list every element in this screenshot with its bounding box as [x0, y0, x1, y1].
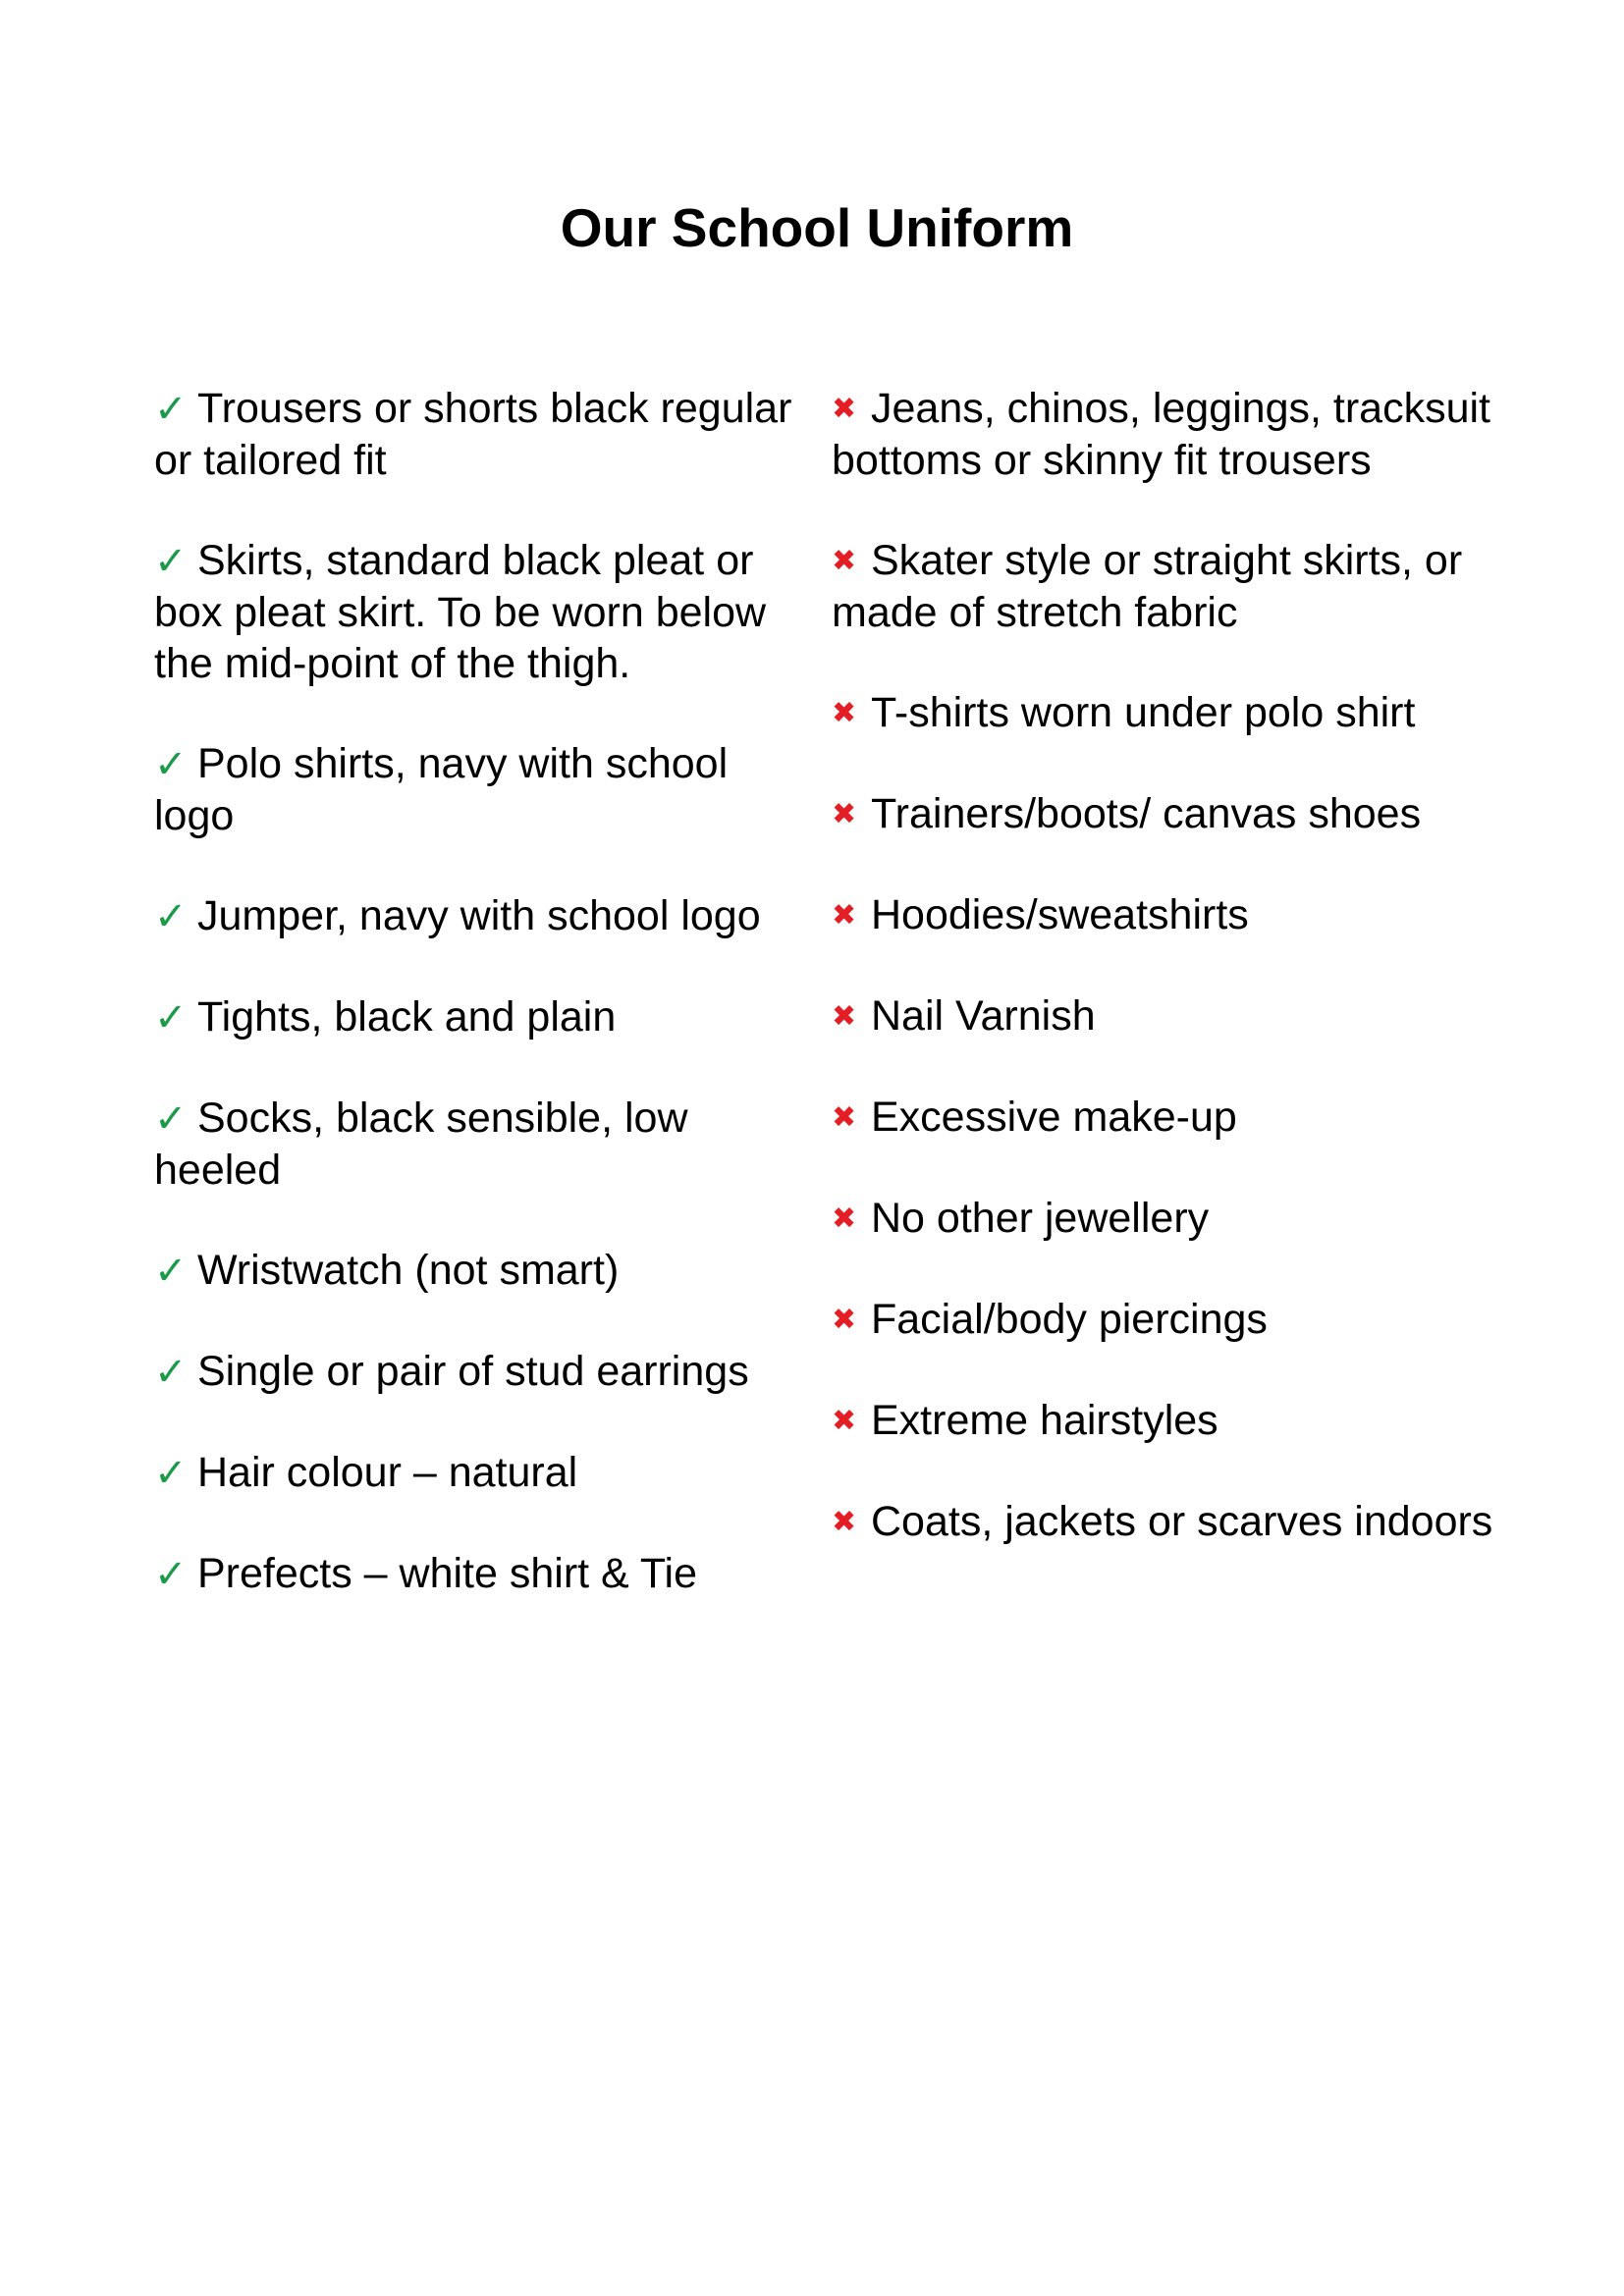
not-allowed-item-text: Facial/body piercings — [871, 1296, 1268, 1343]
cross-icon: ✖ — [832, 1506, 857, 1538]
not-allowed-item-text: Extreme hairstyles — [871, 1397, 1218, 1444]
cross-icon: ✖ — [832, 545, 857, 577]
not-allowed-item — [832, 990, 1539, 1042]
allowed-item — [154, 991, 802, 1043]
cross-icon: ✖ — [832, 798, 857, 830]
cross-icon: ✖ — [832, 697, 857, 729]
not-allowed-item — [832, 1193, 1539, 1245]
check-icon: ✓ — [154, 1452, 188, 1495]
not-allowed-list — [832, 383, 1539, 1597]
not-allowed-item — [832, 1496, 1539, 1548]
cross-icon: ✖ — [832, 1405, 857, 1437]
allowed-item-text: Socks, black sensible, low heeled — [154, 1095, 688, 1194]
allowed-item-text: Wristwatch (not smart) — [197, 1247, 620, 1294]
cross-icon: ✖ — [832, 899, 857, 932]
cross-icon: ✖ — [832, 1304, 857, 1336]
not-allowed-item — [832, 1092, 1539, 1144]
not-allowed-item — [832, 535, 1539, 638]
allowed-item — [154, 535, 802, 689]
not-allowed-item-text: Excessive make-up — [871, 1094, 1237, 1141]
not-allowed-item-text: Trainers/boots/ canvas shoes — [871, 790, 1422, 837]
check-icon: ✓ — [154, 895, 188, 938]
allowed-item-text: Trousers or shorts black regular or tailored fit — [154, 385, 792, 484]
check-icon: ✓ — [154, 743, 188, 786]
cross-icon: ✖ — [832, 1101, 857, 1134]
not-allowed-item — [832, 1395, 1539, 1447]
allowed-item-text: Tights, black and plain — [197, 993, 617, 1041]
cross-icon: ✖ — [832, 1202, 857, 1235]
allowed-item-text: Single or pair of stud earrings — [197, 1348, 749, 1395]
check-icon: ✓ — [154, 1351, 188, 1394]
allowed-item-text: Polo shirts, navy with school logo — [154, 740, 729, 839]
not-allowed-item — [832, 1294, 1539, 1346]
allowed-item-text: Hair colour – natural — [197, 1449, 578, 1496]
cross-icon: ✖ — [832, 393, 857, 425]
allowed-item — [154, 1447, 802, 1499]
allowed-item — [154, 1245, 802, 1297]
not-allowed-item-text: No other jewellery — [871, 1195, 1210, 1242]
not-allowed-item-text: Coats, jackets or scarves indoors — [871, 1498, 1493, 1545]
not-allowed-item — [832, 687, 1539, 739]
allowed-item — [154, 738, 802, 841]
cross-icon: ✖ — [832, 1000, 857, 1033]
allowed-item-text: Prefects – white shirt & Tie — [197, 1550, 698, 1597]
check-icon: ✓ — [154, 1250, 188, 1293]
not-allowed-item-text: Hoodies/sweatshirts — [871, 891, 1249, 938]
page-title: Our School Uniform — [560, 197, 1074, 258]
allowed-item — [154, 890, 802, 942]
not-allowed-item-text: Skater style or straight skirts, or made of stretch fabric — [832, 537, 1463, 636]
check-icon: ✓ — [154, 996, 188, 1040]
not-allowed-item-text: T-shirts worn under polo shirt — [871, 689, 1416, 736]
allowed-item-text: Jumper, navy with school logo — [197, 892, 761, 939]
allowed-item — [154, 1093, 802, 1196]
check-icon: ✓ — [154, 388, 188, 431]
allowed-list — [154, 383, 802, 1649]
allowed-item — [154, 383, 802, 486]
allowed-item — [154, 1346, 802, 1398]
check-icon: ✓ — [154, 1553, 188, 1596]
not-allowed-item — [832, 788, 1539, 840]
not-allowed-item-text: Nail Varnish — [871, 992, 1096, 1040]
not-allowed-item — [832, 889, 1539, 941]
not-allowed-item-text: Jeans, chinos, leggings, tracksuit bottoms or skinny fit trousers — [832, 385, 1490, 484]
check-icon: ✓ — [154, 1097, 188, 1141]
not-allowed-item — [832, 383, 1539, 486]
allowed-item-text: Skirts, standard black pleat or box pleat skirt. To be worn below the mid-point of the thigh. — [154, 537, 767, 687]
allowed-item — [154, 1548, 802, 1600]
check-icon: ✓ — [154, 540, 188, 583]
